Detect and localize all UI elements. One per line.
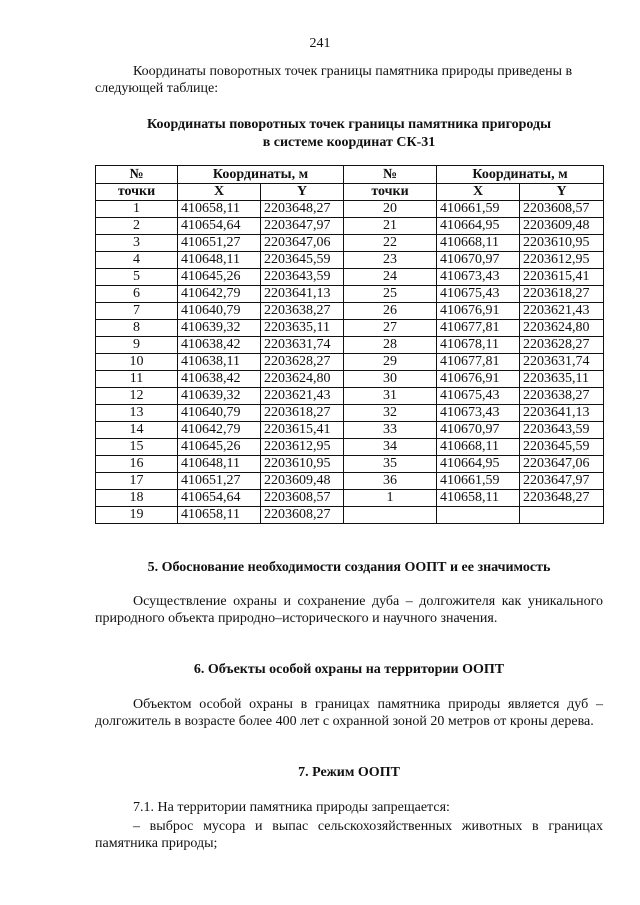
- table-cell-n2: 25: [344, 286, 437, 303]
- table-cell-y2: [520, 507, 604, 524]
- table-cell-n2: 30: [344, 371, 437, 388]
- header-y-right: Y: [520, 184, 604, 201]
- table-row: [96, 252, 604, 269]
- table-cell-x1: 410642,79: [178, 422, 261, 439]
- table-cell-y2: 2203609,48: [520, 218, 604, 235]
- table-cell-y1: 2203631,74: [261, 337, 344, 354]
- table-cell-n1: 13: [96, 405, 178, 422]
- table-cell-y2: 2203608,57: [520, 201, 604, 218]
- table-cell-x2: 410661,59: [437, 473, 520, 490]
- table-title: [95, 116, 603, 152]
- table-cell-x2: [437, 507, 520, 524]
- table-cell-y1: 2203610,95: [261, 456, 344, 473]
- table-cell-y1: 2203621,43: [261, 388, 344, 405]
- table-cell-y1: 2203612,95: [261, 439, 344, 456]
- table-row: [96, 201, 604, 218]
- table-cell-x1: 410645,26: [178, 439, 261, 456]
- table-row: [96, 388, 604, 405]
- section-6-title: 6. Объекты особой охраны на территории ООПТ: [193, 662, 505, 677]
- table-cell-n1: 16: [96, 456, 178, 473]
- table-cell-n2: 32: [344, 405, 437, 422]
- table-row: [96, 218, 604, 235]
- coordinates-table: [95, 165, 604, 524]
- header-point-left: точки: [96, 184, 178, 201]
- table-cell-x1: 410651,27: [178, 473, 261, 490]
- table-cell-y2: 2203643,59: [520, 422, 604, 439]
- table-cell-x2: 410668,11: [437, 235, 520, 252]
- table-cell-n2: 1: [344, 490, 437, 507]
- table-row: [96, 303, 604, 320]
- table-cell-n2: 33: [344, 422, 437, 439]
- table-cell-y1: 2203624,80: [261, 371, 344, 388]
- header-coords-right: Координаты, м: [437, 166, 604, 184]
- section-5-text: Осуществление охраны и сохранение дуба – долгожителя как уникального природного объекта природно–исторического и научного значения.: [95, 594, 603, 626]
- table-cell-x1: 410654,64: [178, 490, 261, 507]
- table-cell-n1: 2: [96, 218, 178, 235]
- table-cell-y1: 2203635,11: [261, 320, 344, 337]
- table-cell-n2: 26: [344, 303, 437, 320]
- table-cell-y2: 2203624,80: [520, 320, 604, 337]
- table-cell-n2: 35: [344, 456, 437, 473]
- table-cell-y2: 2203648,27: [520, 490, 604, 507]
- table-cell-y1: 2203628,27: [261, 354, 344, 371]
- table-row: [96, 337, 604, 354]
- table-cell-n1: 12: [96, 388, 178, 405]
- table-cell-x2: 410676,91: [437, 371, 520, 388]
- table-cell-x2: 410661,59: [437, 201, 520, 218]
- table-cell-x2: 410670,97: [437, 252, 520, 269]
- table-row: [96, 354, 604, 371]
- table-cell-n2: 28: [344, 337, 437, 354]
- section-6-text: Объектом особой охраны в границах памятника природы является дуб – долгожитель в возрасте более 400 лет с охранной зоной 20 метров от кроны дерева.: [95, 697, 603, 729]
- table-cell-x1: 410638,42: [178, 337, 261, 354]
- header-no-left: №: [96, 166, 178, 184]
- table-cell-n1: 9: [96, 337, 178, 354]
- table-cell-x1: 410638,42: [178, 371, 261, 388]
- table-cell-n2: 34: [344, 439, 437, 456]
- header-no-right: №: [344, 166, 437, 184]
- intro-paragraph: Координаты поворотных точек границы памятника природы приведены в следующей таблице:: [95, 64, 573, 96]
- table-cell-y2: 2203612,95: [520, 252, 604, 269]
- table-row: [96, 473, 604, 490]
- table-cell-x1: 410640,79: [178, 405, 261, 422]
- table-cell-x2: 410677,81: [437, 354, 520, 371]
- coordinates-table-body: [96, 201, 604, 524]
- table-cell-y1: 2203641,13: [261, 286, 344, 303]
- table-cell-x1: 410648,11: [178, 456, 261, 473]
- table-cell-n1: 10: [96, 354, 178, 371]
- table-cell-n1: 1: [96, 201, 178, 218]
- table-cell-n2: 21: [344, 218, 437, 235]
- table-row: [96, 320, 604, 337]
- table-cell-y2: 2203628,27: [520, 337, 604, 354]
- table-cell-x1: 410639,32: [178, 320, 261, 337]
- section-7-bullet-1: – выброс мусора и выпас сельскохозяйственных животных в границах памятника природы;: [95, 819, 603, 851]
- table-cell-n1: 17: [96, 473, 178, 490]
- table-cell-y2: 2203610,95: [520, 235, 604, 252]
- table-cell-x1: 410638,11: [178, 354, 261, 371]
- table-cell-n1: 8: [96, 320, 178, 337]
- table-cell-y2: 2203647,97: [520, 473, 604, 490]
- table-cell-y2: 2203618,27: [520, 286, 604, 303]
- table-cell-n1: 18: [96, 490, 178, 507]
- table-cell-n2: [344, 507, 437, 524]
- table-cell-n2: 27: [344, 320, 437, 337]
- table-cell-x2: 410658,11: [437, 490, 520, 507]
- table-cell-n1: 7: [96, 303, 178, 320]
- table-cell-x1: 410642,79: [178, 286, 261, 303]
- table-cell-x2: 410664,95: [437, 218, 520, 235]
- header-y-left: Y: [261, 184, 344, 201]
- table-cell-x2: 410673,43: [437, 269, 520, 286]
- table-row: [96, 439, 604, 456]
- table-cell-n1: 4: [96, 252, 178, 269]
- table-cell-x2: 410677,81: [437, 320, 520, 337]
- table-cell-x1: 410654,64: [178, 218, 261, 235]
- table-cell-y1: 2203645,59: [261, 252, 344, 269]
- table-title-line-2: в системе координат СК-31: [262, 135, 436, 150]
- table-row: [96, 286, 604, 303]
- table-cell-n2: 29: [344, 354, 437, 371]
- table-row: [96, 405, 604, 422]
- table-cell-y1: 2203638,27: [261, 303, 344, 320]
- header-coords-left: Координаты, м: [178, 166, 344, 184]
- table-cell-n2: 24: [344, 269, 437, 286]
- table-row: [96, 507, 604, 524]
- table-cell-n1: 19: [96, 507, 178, 524]
- table-cell-x1: 410651,27: [178, 235, 261, 252]
- table-cell-y1: 2203609,48: [261, 473, 344, 490]
- table-cell-n1: 5: [96, 269, 178, 286]
- table-cell-n2: 23: [344, 252, 437, 269]
- table-cell-x1: 410640,79: [178, 303, 261, 320]
- table-cell-y1: 2203615,41: [261, 422, 344, 439]
- header-point-right: точки: [344, 184, 437, 201]
- table-cell-n2: 31: [344, 388, 437, 405]
- table-cell-x2: 410678,11: [437, 337, 520, 354]
- section-7-item-1: 7.1. На территории памятника природы запрещается:: [133, 800, 450, 815]
- table-cell-x1: 410658,11: [178, 507, 261, 524]
- table-header-row-2: [96, 184, 604, 201]
- table-cell-n2: 36: [344, 473, 437, 490]
- table-cell-y2: 2203641,13: [520, 405, 604, 422]
- table-row: [96, 371, 604, 388]
- table-title-line-1: Координаты поворотных точек границы памятника пригороды: [146, 117, 552, 132]
- table-cell-x2: 410675,43: [437, 286, 520, 303]
- table-cell-x1: 410645,26: [178, 269, 261, 286]
- section-5-title: 5. Обоснование необходимости создания ООПТ и ее значимость: [147, 560, 551, 575]
- table-cell-y2: 2203631,74: [520, 354, 604, 371]
- table-row: [96, 235, 604, 252]
- table-cell-x2: 410668,11: [437, 439, 520, 456]
- table-cell-y2: 2203647,06: [520, 456, 604, 473]
- table-header-row-1: [96, 166, 604, 184]
- table-cell-n2: 22: [344, 235, 437, 252]
- section-7-title: 7. Режим ООПТ: [298, 765, 400, 780]
- table-row: [96, 269, 604, 286]
- table-cell-y1: 2203643,59: [261, 269, 344, 286]
- table-cell-x2: 410670,97: [437, 422, 520, 439]
- table-cell-y1: 2203648,27: [261, 201, 344, 218]
- table-cell-n1: 15: [96, 439, 178, 456]
- table-cell-y2: 2203638,27: [520, 388, 604, 405]
- table-cell-x2: 410664,95: [437, 456, 520, 473]
- table-cell-n1: 6: [96, 286, 178, 303]
- table-row: [96, 456, 604, 473]
- table-cell-n1: 14: [96, 422, 178, 439]
- table-row: [96, 490, 604, 507]
- table-row: [96, 422, 604, 439]
- header-x-left: X: [178, 184, 261, 201]
- table-cell-y2: 2203621,43: [520, 303, 604, 320]
- header-x-right: X: [437, 184, 520, 201]
- table-cell-y1: 2203647,06: [261, 235, 344, 252]
- table-cell-y2: 2203615,41: [520, 269, 604, 286]
- table-cell-y1: 2203608,57: [261, 490, 344, 507]
- table-cell-n2: 20: [344, 201, 437, 218]
- page-number: 241: [309, 36, 331, 51]
- table-cell-x2: 410676,91: [437, 303, 520, 320]
- table-cell-x2: 410675,43: [437, 388, 520, 405]
- table-cell-y1: 2203608,27: [261, 507, 344, 524]
- table-cell-x1: 410648,11: [178, 252, 261, 269]
- table-cell-y1: 2203618,27: [261, 405, 344, 422]
- table-cell-n1: 3: [96, 235, 178, 252]
- table-cell-y2: 2203635,11: [520, 371, 604, 388]
- table-cell-x2: 410673,43: [437, 405, 520, 422]
- table-cell-x1: 410658,11: [178, 201, 261, 218]
- table-cell-x1: 410639,32: [178, 388, 261, 405]
- table-cell-y1: 2203647,97: [261, 218, 344, 235]
- table-cell-y2: 2203645,59: [520, 439, 604, 456]
- table-cell-n1: 11: [96, 371, 178, 388]
